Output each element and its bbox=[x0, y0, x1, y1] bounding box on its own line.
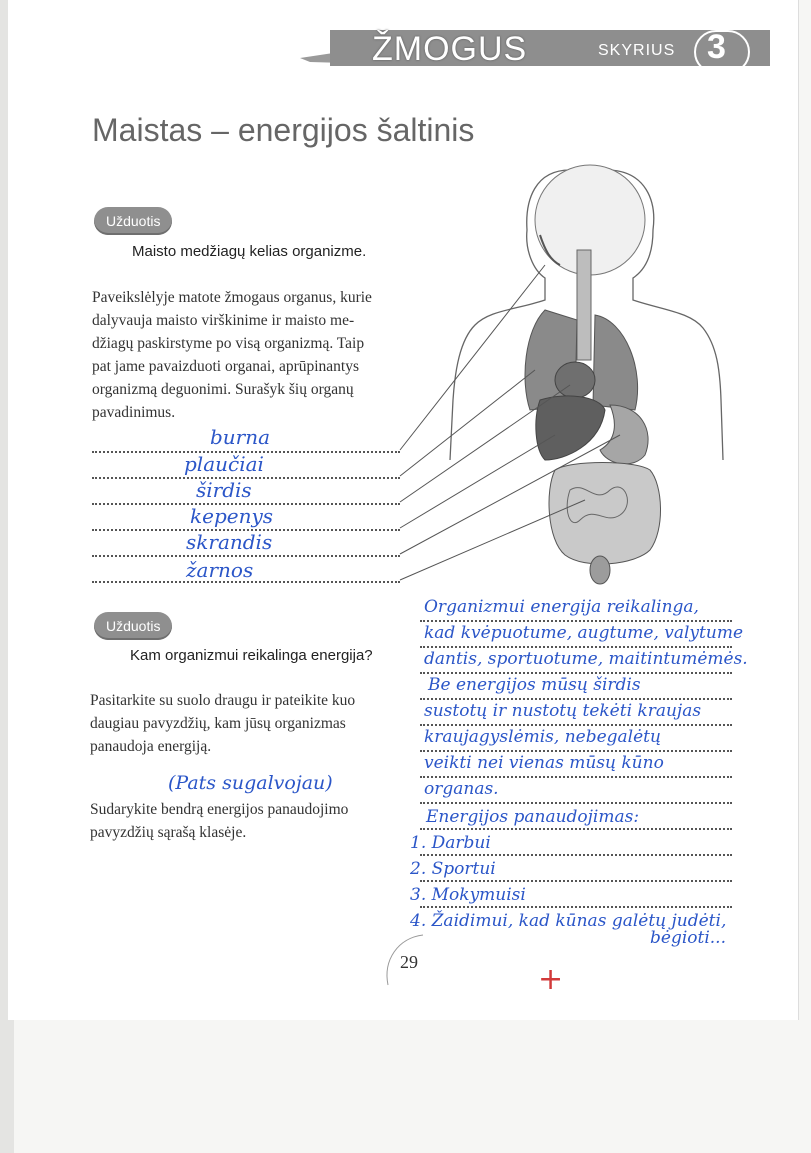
handwritten-list-item: 1. Darbui bbox=[410, 833, 491, 853]
trachea-icon bbox=[577, 250, 591, 360]
answer-line bbox=[420, 854, 732, 856]
intestines-icon bbox=[549, 463, 661, 565]
task1-badge: Užduotis bbox=[94, 207, 172, 235]
task1-heading: Maisto medžiagų kelias organizme. bbox=[132, 243, 367, 260]
task1-body-line: dalyvauja maisto virškinime ir maisto me- bbox=[92, 312, 355, 329]
handwritten-list-heading: Energijos panaudojimas: bbox=[426, 807, 640, 827]
handwritten-answer: burna bbox=[210, 425, 271, 449]
answer-line bbox=[420, 802, 732, 804]
handwritten-list-item: 3. Mokymuisi bbox=[410, 885, 526, 905]
handwritten-answer: širdis bbox=[196, 478, 252, 502]
handwritten-list-item: 4. Žaidimui, kad kūnas galėtų judėti, bbox=[410, 911, 727, 931]
handwritten-answer: sustotų ir nustotų tekėti kraujas bbox=[424, 701, 702, 721]
task1-body-line: džiagų paskirstyme po visą organizmą. Taip bbox=[92, 335, 365, 352]
answer-line bbox=[420, 698, 732, 700]
task1-body-line: pavadinimus. bbox=[92, 404, 176, 421]
heart-icon bbox=[555, 362, 595, 398]
answer-line bbox=[420, 724, 732, 726]
task2-body-line: daugiau pavyzdžių, kam jūsų organizmas bbox=[90, 715, 346, 732]
page-number: 29 bbox=[400, 952, 418, 972]
handwritten-list-item: 2. Sportui bbox=[410, 859, 496, 879]
task2-heading: Kam organizmui reikalinga energija? bbox=[130, 647, 373, 664]
handwritten-answer: Organizmui energija reikalinga, bbox=[424, 597, 699, 617]
task1-body-line: Paveikslėlyje matote žmogaus organus, kurie bbox=[92, 289, 372, 306]
answer-line bbox=[420, 906, 732, 908]
handwritten-answer: kad kvėpuotume, augtume, valytume bbox=[424, 623, 743, 643]
handwritten-answer: veikti nei vienas mūsų kūno bbox=[424, 753, 664, 773]
human-organs-illustration bbox=[395, 160, 735, 590]
task2-body-line: Sudarykite bendrą energijos panaudojimo bbox=[90, 801, 349, 818]
task2-body-line: Pasitarkite su suolo draugu ir pateikite kuo bbox=[90, 692, 356, 709]
answer-line bbox=[420, 646, 732, 648]
chapter-title: ŽMOGUS bbox=[372, 30, 528, 68]
page-title: Maistas – energijos šaltinis bbox=[92, 112, 475, 148]
teacher-mark: + bbox=[538, 962, 564, 997]
liver-icon bbox=[536, 396, 605, 460]
task1-body-line: organizmą deguonimi. Surašyk šių organų bbox=[92, 381, 354, 398]
handwritten-answer: žarnos bbox=[186, 558, 254, 582]
handwritten-answer: dantis, sportuotume, maitintumėmės. bbox=[424, 649, 748, 669]
handwritten-answer: organas. bbox=[424, 779, 499, 799]
handwritten-list-tail: bėgioti... bbox=[650, 928, 726, 948]
section-label: SKYRIUS bbox=[598, 42, 676, 59]
task1-body-line: pat jame pavaizduoti organai, aprūpinantys bbox=[92, 358, 360, 375]
answer-line bbox=[420, 672, 732, 674]
right-lung-icon bbox=[593, 315, 638, 410]
answer-line bbox=[420, 620, 732, 622]
answer-line bbox=[92, 555, 400, 557]
task2-body-line: pavyzdžių sąrašą klasėje. bbox=[90, 824, 247, 841]
answer-line bbox=[420, 750, 732, 752]
handwritten-answer: skrandis bbox=[186, 530, 273, 554]
answer-line bbox=[420, 880, 732, 882]
task2-body-line: panaudoja energiją. bbox=[90, 738, 212, 755]
answer-line bbox=[420, 776, 732, 778]
rectum-icon bbox=[590, 556, 610, 584]
handwritten-answer: kepenys bbox=[190, 504, 274, 528]
task2-badge: Užduotis bbox=[94, 612, 172, 640]
handwritten-note: (Pats sugalvojau) bbox=[168, 772, 333, 794]
chapter-number: 3 bbox=[707, 28, 726, 66]
stomach-icon bbox=[600, 405, 648, 464]
handwritten-answer: plaučiai bbox=[184, 452, 264, 476]
handwritten-answer: kraujagyslėmis, nebegalėtų bbox=[424, 727, 661, 747]
handwritten-answer: Be energijos mūsų širdis bbox=[428, 675, 641, 695]
answer-line bbox=[420, 828, 732, 830]
leader-line bbox=[400, 265, 545, 450]
